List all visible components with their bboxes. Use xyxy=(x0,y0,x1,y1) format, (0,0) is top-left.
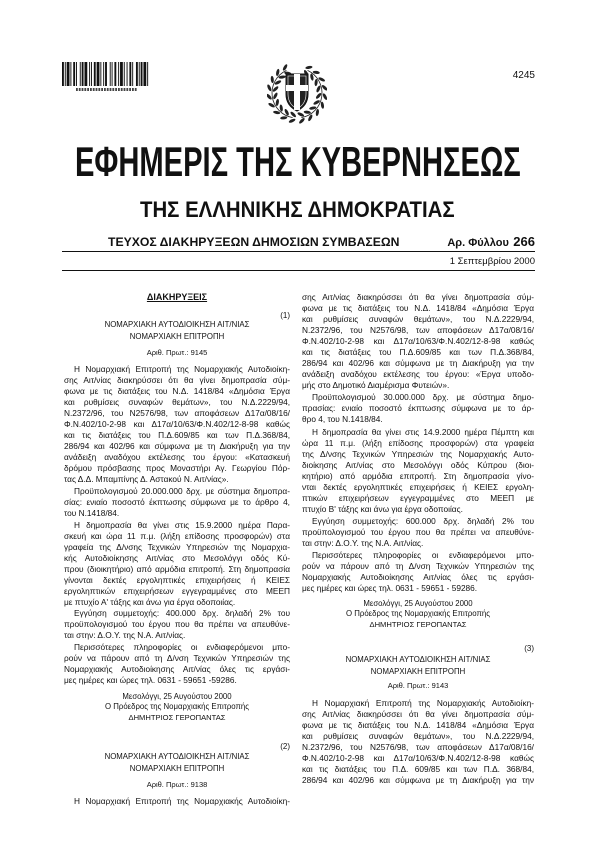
barcode-bar xyxy=(65,62,66,86)
barcode-digit-mark xyxy=(129,88,131,91)
barcode-bar xyxy=(91,62,92,86)
barcode-bar xyxy=(100,62,101,86)
issue-type xyxy=(108,237,400,249)
text-line: σης Αιτ/νίας διακηρύσσει ότι θα γίνει δημοπρασία σύμ- xyxy=(302,708,534,719)
text-line: ται στην: Δ.Ο.Υ. της Ν.Α. Αιτ/νίας. xyxy=(64,629,186,640)
text-line: ανάδειξη αναδόχου εκτέλεσης του έργου: «Κατασκευή xyxy=(64,451,290,462)
text-line: ται στην: Δ.Ο.Υ. της Ν.Α. Αιτ/νίας. xyxy=(302,537,424,548)
text-line: πτικών επιχειρήσεων εγγεγραμμένες στο ΜΕΕΠ με xyxy=(302,492,534,503)
laurel-leaf xyxy=(297,112,305,118)
text-line: και τις διατάξεις του Π.Δ.609/85 και των Π.Δ.368/84, xyxy=(302,346,534,357)
text-line: κής Αυτοδιοίκησης Αιτ/νίας στο Μεσολόγγι οδός Κύ- xyxy=(64,552,290,563)
coat-of-arms-emblem xyxy=(267,60,327,124)
barcode-digit-mark xyxy=(84,88,86,91)
laurel-leaf xyxy=(298,117,305,124)
notice-committee: ΝΟΜΑΡΧΙΑΚΗ ΕΠΙΤΡΟΠΗ xyxy=(370,667,466,676)
text-line: γίνονται δεκτές εργοληπτικές επιχειρήσεις ή ΚΕΙΕΣ xyxy=(64,574,290,585)
barcode-digit-mark xyxy=(104,88,106,91)
barcode-bar xyxy=(124,62,125,86)
masthead-rule-top xyxy=(62,251,535,252)
signature-name: ΔΗΜΗΤΡΙΟΣ ΓΕΡΟΠΑΝΤΑΣ xyxy=(128,712,226,722)
text-line: σης Αιτ/νίας διακηρύσσει ότι θα γίνει δημοπρασία σύμ- xyxy=(64,374,290,385)
notice-committee: ΝΟΜΑΡΧΙΑΚΗ ΕΠΙΤΡΟΠΗ xyxy=(129,764,225,773)
text-line: και τις διατάξεις του Π.Δ.609/85 και των Π.Δ.368/84, xyxy=(64,429,290,440)
text-line: φωνα με τις διατάξεις του Ν.Δ. 1418/84 «Δημόσια Έργα xyxy=(302,719,534,730)
text-line: πρου (διοικητήριο) από αρμόδια επιτροπή. Στη δημοπρασία xyxy=(64,563,290,574)
laurel-leaf xyxy=(320,101,324,109)
gazette-title-text: ΕΦΗΜΕΡΙΣ ΤΗΣ ΚΥΒΕΡΝΗΣΕΩΣ xyxy=(75,138,521,185)
masthead-rule-bottom xyxy=(62,270,535,271)
sheet-number: 266 xyxy=(513,234,535,249)
barcode-digit-mark xyxy=(124,88,126,91)
notice-3-number-block xyxy=(302,643,534,654)
barcode-bar xyxy=(136,62,138,86)
laurel-leaf xyxy=(272,92,278,100)
text-line: ώρα 11 π.μ. (λήξη επίδοσης προσφορών) στα γραφεία xyxy=(302,437,534,448)
text-line: ρούν να πάρουν από τη Δ/νση Τεχνικών Υπηρεσιών της xyxy=(302,560,534,571)
sheet-number-block xyxy=(420,235,535,250)
notice-protocol: Αριθ. Πρωτ.: 9145 xyxy=(146,347,208,357)
barcode-digit-mark xyxy=(90,88,92,91)
notice-1-paragraph-5 xyxy=(64,642,290,686)
barcode-digit-mark xyxy=(132,88,134,91)
notice-1-protocol-block xyxy=(64,347,290,358)
text-line: φωνα με τις διατάξεις του Ν.Δ. 1418/84 «Δημόσια Έργα xyxy=(64,385,290,396)
notice-2-number-block xyxy=(64,741,290,752)
notice-number: (2) xyxy=(280,741,290,751)
notice-committee: ΝΟΜΑΡΧΙΑΚΗ ΕΠΙΤΡΟΠΗ xyxy=(129,332,225,341)
text-line: γραφεία της Δ/νσης Τεχνικών Υπηρεσιών της Νομαρχια- xyxy=(64,541,290,552)
text-line: Η Νομαρχιακή Επιτροπή της Νομαρχιακής Αυτοδιοίκη- xyxy=(312,697,534,708)
text-line: Περισσότερες πληροφορίες οι ενδιαφερόμενοι μπο- xyxy=(74,641,290,652)
signature-place-date: Μεσολόγγι, 25 Αυγούστου 2000 xyxy=(363,598,473,608)
text-line: σης Αιτ/νίας διακηρύσσει ότι θα γίνει δημοπρασία σύμ- xyxy=(302,291,534,302)
text-line: Ν.2372/96, του Ν2576/98, των αποφάσεων Δ17α/08/16/ xyxy=(64,407,290,418)
text-line: μες ημέρες και ώρες τηλ. 0631 - 59651 -59286. xyxy=(64,674,237,685)
laurel-leaf xyxy=(270,76,274,83)
barcode-digit-mark xyxy=(115,88,117,91)
text-line: προϋπολογισμού του έργου που θα πρέπει να απευθύνε- xyxy=(302,526,534,537)
text-line: Εγγύηση συμμετοχής: 400.000 δρχ. δηλαδή 2% του xyxy=(74,607,290,618)
barcode-digit-mark xyxy=(98,88,100,91)
text-line: σίας: ενιαίο ποσοστό έκπτωσης σύμφωνα με το άρθρο 4, xyxy=(64,496,290,507)
text-line: της Δ/νσης Τεχνικών Υπηρεσιών της Νομαρχιακής Αυτο- xyxy=(302,448,534,459)
issue-date: 1 Σεπτεμβρίου 2000 xyxy=(449,256,535,267)
barcode-digit-mark xyxy=(82,88,84,91)
notice-3-heading xyxy=(302,654,534,678)
barcode-digit-mark xyxy=(121,88,123,91)
notice-protocol: Αριθ. Πρωτ.: 9138 xyxy=(146,779,208,789)
text-line: δρόμου πρόσβασης προς Μοναστήρι Αγ. Γεωργίου Πόρ- xyxy=(64,462,290,473)
barcode-bar xyxy=(127,62,128,86)
notice-authority: ΝΟΜΑΡΧΙΑΚΗ ΑΥΤΟΔΙΟΙΚΗΣΗ ΑΙΤ/ΝΙΑΣ xyxy=(104,320,250,329)
notice-number: (3) xyxy=(524,643,534,653)
text-line: πτυχίο Β' τάξης και άνω για έργα οδοποιίας. xyxy=(302,503,463,514)
notice-2-signature xyxy=(302,599,534,631)
notice-2-protocol-block xyxy=(64,779,290,790)
sheet-label: Αρ. Φύλλου xyxy=(447,237,509,249)
barcode-digit-mark xyxy=(135,88,137,91)
notice-1-paragraph-3 xyxy=(64,520,290,608)
text-line: Περισσότερες πληροφορίες οι ενδιαφερόμενοι μπο- xyxy=(312,549,534,560)
barcode-bar xyxy=(94,62,96,86)
laurel-leaf xyxy=(282,64,288,72)
text-line: 286/94 και 402/96 και σύμφωνα με τη Διακήρυξη για την xyxy=(302,774,534,785)
notice-2-paragraph-5 xyxy=(302,550,534,594)
barcode-bar xyxy=(73,62,75,86)
laurel-leaf xyxy=(304,110,312,114)
text-line: Προϋπολογισμού 30.000.000 δρχ. με σύστημα δημο- xyxy=(312,391,534,402)
notice-2-paragraph-4 xyxy=(302,516,534,549)
section-title xyxy=(64,291,290,303)
laurel-leaf xyxy=(267,84,272,92)
barcode-digit-mark xyxy=(110,88,112,91)
notice-3-protocol-block xyxy=(302,680,534,691)
text-line: φωνα με τις διατάξεις του Ν.Δ. 1418/84 «Δημόσια Έργα xyxy=(302,302,534,313)
barcode-digit-mark xyxy=(96,88,98,91)
notice-protocol: Αριθ. Πρωτ.: 9143 xyxy=(387,680,449,690)
laurel-leaf xyxy=(322,93,327,101)
text-line: Νομαρχιακής Αυτοδιοίκησης Αιτ/νίας όλες τις εργάσι- xyxy=(64,663,290,674)
notice-number: (1) xyxy=(280,310,290,320)
barcode-bar xyxy=(82,62,84,86)
barcode-bar xyxy=(129,62,131,86)
barcode-bar xyxy=(120,62,123,86)
notice-authority: ΝΟΜΑΡΧΙΑΚΗ ΑΥΤΟΔΙΟΙΚΗΣΗ ΑΙΤ/ΝΙΑΣ xyxy=(104,752,250,761)
barcode-digit-mark xyxy=(107,88,109,91)
notice-1-paragraph-4 xyxy=(64,608,290,641)
text-line: εργοληπτικών επιχειρήσεων εγγεγραμμένες στο ΜΕΕΠ xyxy=(64,585,290,596)
barcode-digit-mark xyxy=(101,88,103,91)
barcode-digit-mark xyxy=(112,88,114,91)
barcode-bar xyxy=(80,62,81,86)
barcode-bar xyxy=(139,62,140,86)
text-line: του Ν.1418/84. xyxy=(64,507,120,518)
laurel-leaf xyxy=(288,118,296,124)
laurel-leaf xyxy=(316,85,322,93)
barcode-bar xyxy=(143,62,146,86)
laurel-leaf xyxy=(314,79,318,86)
gazette-subtitle-text: ΤΗΣ ΕΛΛΗΝΙΚΗΣ ΔΗΜΟΚΡΑΤΙΑΣ xyxy=(140,197,455,222)
notice-1-heading xyxy=(64,319,290,343)
barcode-bar xyxy=(114,62,116,86)
barcode-digit-mark xyxy=(76,88,78,91)
text-line: μες ημέρες και ώρες τηλ. 0631 - 59651 - 59286. xyxy=(302,582,478,593)
barcode-digit-mark xyxy=(87,88,89,91)
text-line: ρούν να πάρουν από τη Δ/νση Τεχνικών Υπηρεσιών της xyxy=(64,652,290,663)
barcode-bar xyxy=(112,62,113,86)
text-line: μής στο Δημοτικό Διαμέρισμα Φυτειών». xyxy=(302,379,450,390)
text-line: με πτυχίο Α' τάξης και άνω για έργα οδοποιίας. xyxy=(64,596,236,607)
text-line: Η δημοπρασία θα γίνει στις 14.9.2000 ημέρα Πέμπτη και xyxy=(312,426,534,437)
text-line: Φ.Ν.402/10-2-98 και Δ17α/10/63/Φ.Ν.402/12-8-98 καθώς xyxy=(302,335,534,346)
barcode xyxy=(62,62,150,92)
barcode-digit-mark xyxy=(118,88,120,91)
signature-name: ΔΗΜΗΤΡΙΟΣ ΓΕΡΟΠΑΝΤΑΣ xyxy=(369,619,467,629)
text-line: 286/94 και 402/96 και σύμφωνα με τη Διακήρυξη για την xyxy=(64,440,290,451)
text-line: ανάδειξη αναδόχου εκτέλεσης του έργου: «Έργα υποδο- xyxy=(302,368,534,379)
text-line: πρασίας: ενιαίο ποσοστό έκπτωσης σύμφωνα με το άρ- xyxy=(302,402,534,413)
barcode-bar xyxy=(84,62,87,86)
text-line: προϋπολογισμού του έργου που θα πρέπει να απευθύνε- xyxy=(64,618,290,629)
text-line: Νομαρχιακής Αυτοδιοίκησης Αιτ/νίας όλες τις εργάσι- xyxy=(302,571,534,582)
notice-1-signature xyxy=(64,692,290,724)
barcode-bar xyxy=(89,62,90,86)
barcode-digit-mark xyxy=(93,88,95,91)
text-line: και ρυθμίσεις συναφών θεμάτων», του Ν.Δ.2229/94, xyxy=(302,730,534,741)
notice-1-paragraph-1 xyxy=(64,364,290,485)
notice-authority: ΝΟΜΑΡΧΙΑΚΗ ΑΥΤΟΔΙΟΙΚΗΣΗ ΑΙΤ/ΝΙΑΣ xyxy=(345,655,491,664)
gazette-title xyxy=(75,138,521,185)
text-line: και ρυθμίσεις συναφών θεμάτων», του Ν.Δ.2229/94, xyxy=(64,396,290,407)
barcode-bar xyxy=(70,62,71,86)
barcode-digit-mark xyxy=(79,88,81,91)
section-title-text: ΔΙΑΚΗΡΥΞΕΙΣ xyxy=(146,292,208,302)
notice-2-paragraph-3 xyxy=(302,427,534,515)
text-line: Φ.Ν.402/10-2-98 και Δ17α/10/63/Φ.Ν.402/12-8-98 καθώς xyxy=(302,752,534,763)
laurel-leaf xyxy=(305,65,313,69)
barcode-bar xyxy=(76,62,77,86)
barcode-bar xyxy=(110,62,111,86)
barcode-bar xyxy=(62,62,64,86)
barcode-bar xyxy=(118,62,119,86)
signature-role: Ο Πρόεδρος της Νομαρχιακής Επιτροπής xyxy=(105,702,249,711)
signature-place-date: Μεσολόγγι, 25 Αυγούστου 2000 xyxy=(122,691,232,701)
notice-2-paragraph-1-cont xyxy=(302,292,534,391)
text-line: 286/94 και 402/96 και σύμφωνα με τη Διακήρυξη για την xyxy=(302,357,534,368)
notice-2-paragraph-1-start xyxy=(64,796,290,807)
notice-2-paragraph-2 xyxy=(302,392,534,425)
barcode-bar xyxy=(103,62,104,86)
signature-role: Ο Πρόεδρος της Νομαρχιακής Επιτροπής xyxy=(346,609,490,618)
notice-1-paragraph-2 xyxy=(64,486,290,519)
text-line: Η Νομαρχιακή Επιτροπή της Νομαρχιακής Αυτοδιοίκη- xyxy=(74,795,290,806)
text-line: σκευή και ώρα 11 π.μ. (λήξη επίδοσης προσφορών) στα xyxy=(64,530,290,541)
laurel-leaf xyxy=(280,116,288,120)
text-line: Ν.2372/96, του Ν2576/98, των αποφάσεων Δ17α/08/16/ xyxy=(302,324,534,335)
page-number: 4245 xyxy=(512,70,535,81)
notice-2-heading xyxy=(64,751,290,775)
barcode-bar xyxy=(147,62,148,86)
barcode-bar xyxy=(132,62,133,86)
text-line: και ρυθμίσεις συναφών θεμάτων», του Ν.Δ.2229/94, xyxy=(302,313,534,324)
text-line: Προϋπολογισμού 20.000.000 δρχ. με σύστημα δημοπρα- xyxy=(74,485,290,496)
text-line: Ν.2372/96, του Ν2576/98, των αποφάσεων Δ17α/08/16/ xyxy=(302,741,534,752)
text-line: διοίκησης Αιτ/νίας στο Μεσολόγγι οδός Κύπρου (διοι- xyxy=(302,459,534,470)
text-line: Η Νομαρχιακή Επιτροπή της Νομαρχιακής Αυτοδιοίκη- xyxy=(74,363,290,374)
barcode-bar xyxy=(141,62,143,86)
barcode-bar xyxy=(105,62,107,86)
text-line: Εγγύηση συμμετοχής: 600.000 δρχ. δηλαδή 2% του xyxy=(312,515,534,526)
barcode-digit-mark xyxy=(126,88,128,91)
text-line: θρο 4, του Ν.1418/84. xyxy=(302,413,383,424)
notice-3-paragraph-1 xyxy=(302,698,534,786)
text-line: Φ.Ν.402/10-2-98 και Δ17α/10/63/Φ.Ν.402/12-8-98 καθώς xyxy=(64,418,290,429)
text-line: και τις διατάξεις του Π.Δ. 609/85 και των Π.Δ. 368/84, xyxy=(302,763,534,774)
text-line: νται δεκτές εργοληπτικές επιχειρήσεις ή ΚΕΙΕΣ εργολη- xyxy=(302,481,534,492)
issue-type-text: ΤΕΥΧΟΣ ΔΙΑΚΗΡΥΞΕΩΝ ΔΗΜΟΣΙΩΝ ΣΥΜΒΑΣΕΩΝ xyxy=(108,237,400,249)
barcode-bar xyxy=(97,62,100,86)
text-line: τας Δ.Δ. Μπαμπίνης Δ. Αστακού Ν. Αιτ/νίας». xyxy=(64,473,229,484)
text-line: Η δημοπρασία θα γίνει στις 15.9.2000 ημέρα Παρα- xyxy=(74,519,290,530)
gazette-subtitle xyxy=(140,199,455,221)
text-line: κητήριο) από αρμόδια επιτροπή. Στη δημοπρασία γίνο- xyxy=(302,470,534,481)
laurel-leaf xyxy=(275,99,279,107)
barcode-bar xyxy=(67,62,70,86)
